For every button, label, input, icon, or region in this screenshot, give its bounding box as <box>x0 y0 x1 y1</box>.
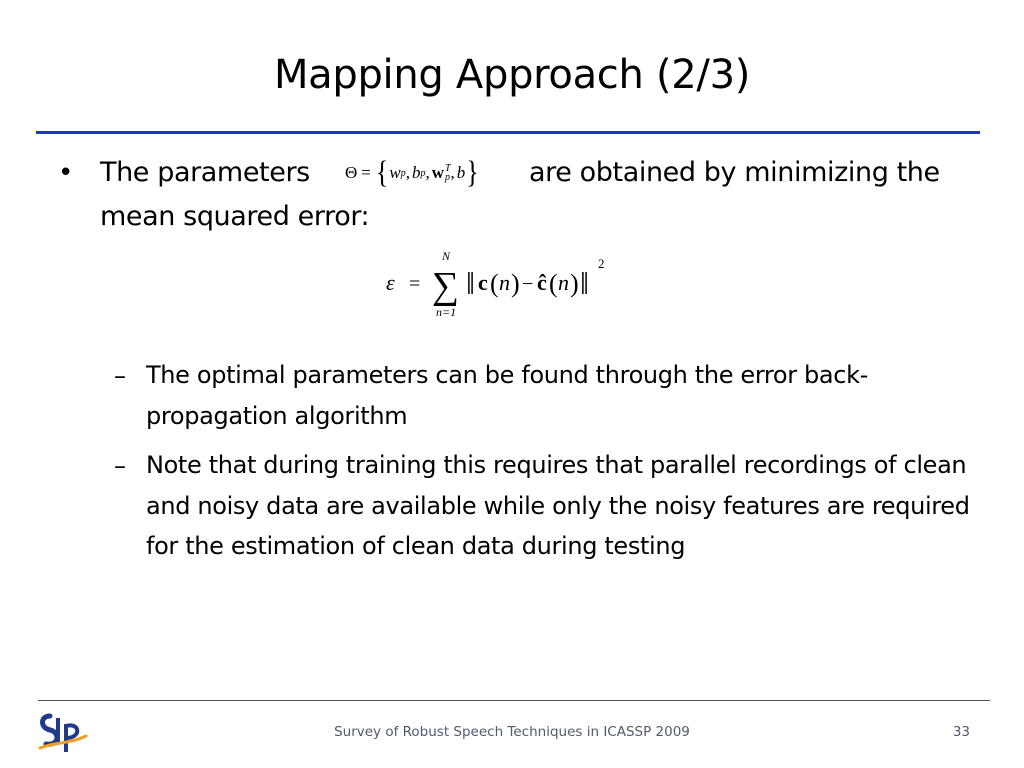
comma: , <box>450 163 455 182</box>
theta-symbol: Θ <box>345 163 358 182</box>
c-hat-vector: ĉ <box>537 270 547 295</box>
n-var: n <box>558 270 569 295</box>
sub-bullet-text: The optimal parameters can be found through the error back-propagation algorithm <box>146 361 868 430</box>
w-bold-term: w <box>431 163 444 182</box>
slide-title: Mapping Approach (2/3) <box>273 52 751 98</box>
footer-divider <box>38 700 990 701</box>
equation-equals: = <box>409 273 421 295</box>
norm-close: ‖ <box>580 265 589 301</box>
equals-sign: = <box>361 163 371 182</box>
bullet1-text-part1: The parameters <box>100 157 310 188</box>
theta-formula <box>345 152 480 194</box>
sum-lower-limit: n=1 <box>436 305 457 319</box>
sub-bullet-dash: – <box>114 452 126 480</box>
title-divider <box>36 131 980 134</box>
bullet-marker: • <box>58 158 74 188</box>
sum-upper-limit: N <box>442 249 451 263</box>
sub-bullet-dash: – <box>114 362 126 390</box>
minus-sign: − <box>522 273 534 295</box>
w-bold-superscript: T <box>444 163 451 174</box>
paren-close: ) <box>570 269 579 298</box>
squared-exponent: 2 <box>598 256 605 271</box>
paren-open: ( <box>549 269 558 298</box>
bullet1-text-line2: mean squared error: <box>100 201 370 232</box>
bullet1-text-part2: are obtained by minimizing the <box>529 157 940 188</box>
epsilon-symbol: ε <box>386 270 395 295</box>
mse-equation <box>380 244 620 324</box>
sum-symbol: ∑ <box>432 265 460 307</box>
b-term: b <box>411 163 421 182</box>
n-var: n <box>499 270 510 295</box>
norm-open: ‖ <box>466 265 475 301</box>
comma: , <box>405 163 410 182</box>
b2-term: b <box>456 163 466 182</box>
c-vector: c <box>478 270 488 295</box>
comma: , <box>425 163 430 182</box>
sub-bullet-text: Note that during training this requires that parallel recordings of clean and noisy data are available while only the noisy features are required for the estimation of clean data during testing <box>146 451 970 560</box>
open-brace: { <box>375 155 389 190</box>
page-number: 33 <box>952 724 970 740</box>
paren-open: ( <box>490 269 499 298</box>
paren-close: ) <box>511 269 520 298</box>
footer-title: Survey of Robust Speech Techniques in ICASSP 2009 <box>334 724 690 740</box>
close-brace: } <box>466 155 479 190</box>
b-subscript: p <box>420 167 426 179</box>
w-term: w <box>389 163 401 182</box>
w-bold-subscript: p <box>444 172 450 183</box>
w-subscript: p <box>400 167 406 179</box>
